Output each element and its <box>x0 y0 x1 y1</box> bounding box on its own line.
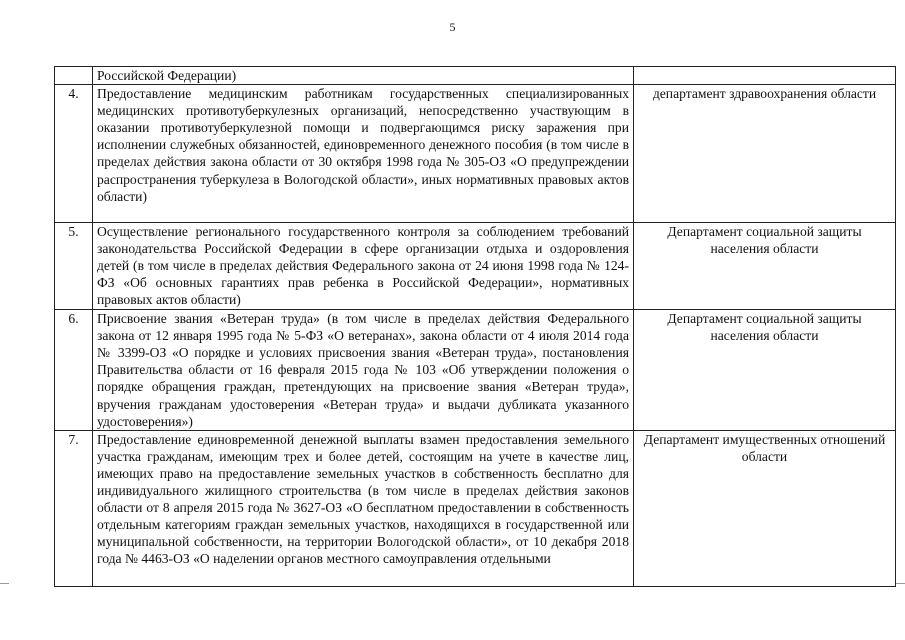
row-description: Предоставление единовременной денежной выплаты взамен предоставления земельного участка гражданам, имеющим трех и более детей, состоящим на учете в качестве лиц, имеющих право на предоставление земельных участков в собственность бесплатно для индивидуального жилищного строительства (в том числе в пределах действия законов области от 8 апреля 2015 года № 3627-ОЗ «О бесплатном предоставлении в собственность отдельным категориям граждан земельных участков, находящихся в государственной или муниципальной собственности, на территории Вологодской области», от 10 декабря 2018 года № 4463-ОЗ «О наделении органов местного самоуправления отдельными <box>93 430 634 586</box>
table-row <box>55 67 896 85</box>
document-table <box>54 66 896 587</box>
row-description: Российской Федерации) <box>93 67 634 85</box>
row-description: Предоставление медицинским работникам государственных специализированных медицинских противотуберкулезных организаций, непосредственно участвующим в оказании противотуберкулезной помощи и подвергающимся риску заражения при исполнении служебных обязанностей, единовременного денежного пособия (в том числе в пределах действия закона области от 30 октября 1998 года № 305-ОЗ «О предупреждении распространения туберкулеза в Вологодской области», иных нормативных правовых актов области) <box>93 85 634 223</box>
row-number: 5. <box>55 223 93 310</box>
table-row <box>55 85 896 223</box>
row-number <box>55 67 93 85</box>
row-department <box>634 67 896 85</box>
row-department: Департамент социальной защиты населения области <box>634 310 896 431</box>
row-department: Департамент социальной защиты населения области <box>634 223 896 310</box>
row-description: Присвоение звания «Ветеран труда» (в том числе в пределах действия Федерального закона от 12 января 1995 года № 5-ФЗ «О ветеранах», закона области от 4 июля 2014 года № 3399-ОЗ «О порядке и условиях присвоения звания «Ветеран труда», постановления Правительства области от 16 февраля 2015 года № 103 «Об утверждении положения о порядке обращения граждан, претендующих на присвоение звания «Ветеран труда», вручения гражданам удостоверения «Ветеран труда» и выдачи дубликата указанного удостоверения») <box>93 310 634 431</box>
row-description: Осуществление регионального государственного контроля за соблюдением требований законодательства Российской Федерации в сфере организации отдыха и оздоровления детей (в том числе в пределах действия Федерального закона от 24 июня 1998 года № 124-ФЗ «Об основных гарантиях прав ребенка в Российской Федерации», нормативных правовых актов области) <box>93 223 634 310</box>
table-row <box>55 223 896 310</box>
page-edge-mark-right <box>896 583 905 584</box>
row-number: 7. <box>55 430 93 586</box>
page-number: 5 <box>449 20 456 34</box>
table-row <box>55 430 896 586</box>
row-number: 4. <box>55 85 93 223</box>
row-department: Департамент имущественных отношений области <box>634 430 896 586</box>
table-row <box>55 310 896 431</box>
page-edge-mark-left <box>0 583 9 584</box>
row-number: 6. <box>55 310 93 431</box>
row-department: департамент здравоохранения области <box>634 85 896 223</box>
